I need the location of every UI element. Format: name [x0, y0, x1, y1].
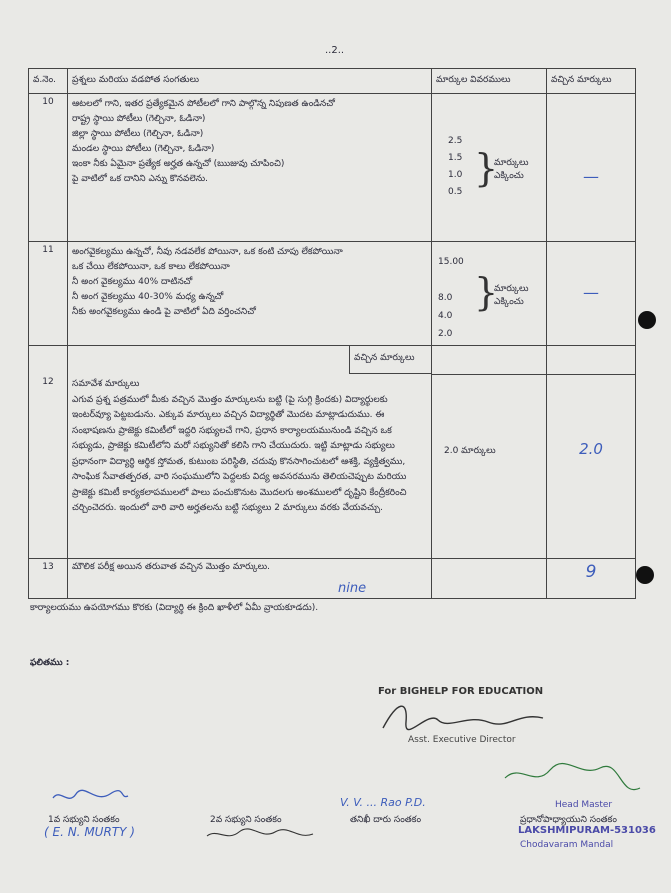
row-questions [68, 242, 432, 346]
inspector-signature: V. V. ... Rao P.D. [340, 796, 426, 809]
question-line: ఇంకా నీకు ఏమైనా ప్రత్యేక అర్హత ఉన్నచో (ఋజువు చూపించి) [72, 159, 285, 169]
org-stamp-name: For BIGHELP FOR EDUCATION [378, 686, 544, 697]
mark-value: 1.5 [448, 153, 463, 163]
question-line: నీకు అంగవైకల్యము ఉండి పై వాటిలో ఏది వర్తించనిచో [72, 307, 256, 317]
row-number: 13 [29, 558, 68, 598]
table-row [29, 558, 636, 598]
obtained-cell [547, 94, 636, 242]
mark-value: 2.5 [448, 136, 463, 146]
brace-icon: } [474, 270, 499, 314]
marks-details [432, 374, 547, 558]
member2-label: 2వ సభ్యుని సంతకం [210, 815, 282, 825]
table-row [29, 242, 636, 346]
marks-text: 2.0 మార్కులు [444, 445, 496, 456]
marks-note: మార్కులు ఎక్కించు [494, 284, 529, 307]
table-subheader-row [29, 346, 636, 375]
question-line: అంగవైకల్యము ఉన్నచో, నీవు నడవలేక పోయినా, ఒక కంటి చూపు లేకపోయినా [72, 247, 343, 257]
director-signature-icon [378, 700, 548, 734]
mark-value: 15.00 [438, 257, 464, 267]
question-line: జిల్లా స్థాయి పోటీలు (గెల్చినా, ఓడినా) [72, 129, 204, 139]
header-obtained: వచ్చిన మార్కులు [547, 69, 636, 94]
total-label: మౌలిక పరీక్ష అయిన తరువాత వచ్చిన మొత్తం మార్కులు. [72, 561, 271, 572]
subheader-obtained-label: వచ్చిన మార్కులు [349, 346, 431, 374]
question-line: ఆటలలో గాని, ఇతర ప్రత్యేకమైన పోటీలలో గాని పాల్గొన్న నిపుణత ఉండినచో [72, 99, 335, 109]
marks-details [432, 242, 547, 346]
headmaster-signature-icon [500, 758, 650, 808]
header-serial: వ.నెం. [29, 69, 68, 94]
interview-paragraph: ఎగువ ప్రశ్న పత్రములో మీకు వచ్చిన మొత్తం మార్కులను బట్టి (పై సుగ్గి క్రిందకు) విద్యార్థులకు ఇంటర్‌వ్యూ పెట్టబడును. ఎక్కువ మార్కులు వచ్చిన విద్యార్థితో మొదట మాట్లాడుదుము. ఈ సంభాషణను ప్రాజెక్టు కమిటీలో ఇద్దరి సభ్యులచే గాని, ప్రధాన కార్యాలయమునుండి వచ్చిన ఒక సభ్యుడు, ప్రాజెక్టు కమిటీలోని మరో సభ్యునితో కలిసి గాని చేయుదురు. ఇట్టి మాట్లాడు సభ్యులు ప్రధానంగా విద్యార్థి ఆర్థిక స్తోమత, కుటుంబ పరిస్థితి, చదువు కొనసాగించుటలో ఆశక్తి, వ్యక్తిత్వము, సాంఘిక సేవాతత్పరత, వారి సంఘములోని పెద్దలకు విద్య అవసరమును తెలియచెప్పుట మరియు ప్రాజెక్టు కమిటీ కార్యకలాపములలో పాలు పంచుకొనుట మొదలగు అంశములలో దృష్టిని కేంద్రీకరించి చర్చించెదరు. ఇందులో వారి వారి అర్హతలను బట్టి సభ్యులు 2 మార్కులు వరకు వేయవచ్చు. [72, 394, 407, 513]
question-line: ఒక చేయి లేకపోయినా, ఒక కాలు లేకపోయినా [72, 262, 230, 272]
member1-label: 1వ సభ్యుని సంతకం [48, 815, 120, 825]
member2-signature-icon [205, 826, 315, 844]
punch-hole-icon [636, 566, 654, 584]
row-questions [68, 374, 432, 558]
inspector-label: తనిఖీ దారు సంతకం [350, 815, 422, 825]
header-questions: ప్రశ్నలు మరియు వడపోత సంగతులు [68, 69, 432, 94]
director-title: Asst. Executive Director [408, 735, 516, 745]
evaluation-table [28, 68, 636, 599]
row-number: 11 [29, 242, 68, 346]
head-stamp-line3: Chodavaram Mandal [520, 840, 614, 850]
mark-value: 0.5 [448, 187, 463, 197]
member1-name: ( E. N. MURTY ) [44, 825, 135, 839]
obtained-mark: 9 [585, 561, 597, 582]
table-row [29, 374, 636, 558]
head-stamp-line1: Head Master [555, 800, 613, 810]
obtained-cell [547, 558, 636, 598]
row-number: 10 [29, 94, 68, 242]
mark-value: 1.0 [448, 170, 463, 180]
punch-hole-icon [638, 311, 656, 329]
brace-icon: } [474, 146, 499, 190]
handwritten-total-words: nine [338, 580, 367, 596]
section-title: సమావేశ మార్కులు [72, 379, 140, 389]
office-use-note: కార్యాలయము ఉపయోగము కొరకు (విద్యార్థి ఈ క్రింది ఖాళీలో ఏమీ వ్రాయకూడదు). [30, 603, 319, 613]
page-number: ..2.. [325, 45, 345, 56]
question-line: పై వాటిలో ఒక దానిని ఎన్ను కొనవలెను. [72, 174, 209, 184]
obtained-mark: — [583, 167, 599, 186]
obtained-mark: 2.0 [579, 439, 603, 458]
row-questions [68, 558, 432, 598]
head-stamp-line2: LAKSHMIPURAM-531036 [518, 825, 656, 836]
headmaster-label: ప్రధానోపాధ్యాయుని సంతకం [520, 815, 617, 825]
row-questions [68, 94, 432, 242]
marks-note: మార్కులు ఎక్కించు [494, 158, 529, 181]
mark-value: 8.0 [438, 293, 453, 303]
obtained-mark: — [583, 283, 599, 302]
row-number: 12 [29, 374, 68, 558]
marks-details [432, 94, 547, 242]
header-marks-details: మార్కుల వివరములు [432, 69, 547, 94]
table-row [29, 94, 636, 242]
obtained-cell [547, 374, 636, 558]
result-label: ఫలితము : [30, 658, 70, 668]
question-line: నీ అంగ వైకల్యము 40% దాటినచో [72, 277, 193, 287]
question-line: రాష్ట్ర స్థాయి పోటీలు (గెల్చినా, ఓడినా) [72, 114, 206, 124]
question-line: మండల స్థాయి పోటీలు (గెల్చినా, ఓడినా) [72, 144, 215, 154]
member1-signature-icon [50, 786, 130, 808]
mark-value: 4.0 [438, 311, 453, 321]
obtained-cell [547, 242, 636, 346]
question-line: నీ అంగ వైకల్యము 40-30% మధ్య ఉన్నచో [72, 292, 224, 302]
mark-value: 2.0 [438, 329, 453, 339]
table-header-row [29, 69, 636, 94]
